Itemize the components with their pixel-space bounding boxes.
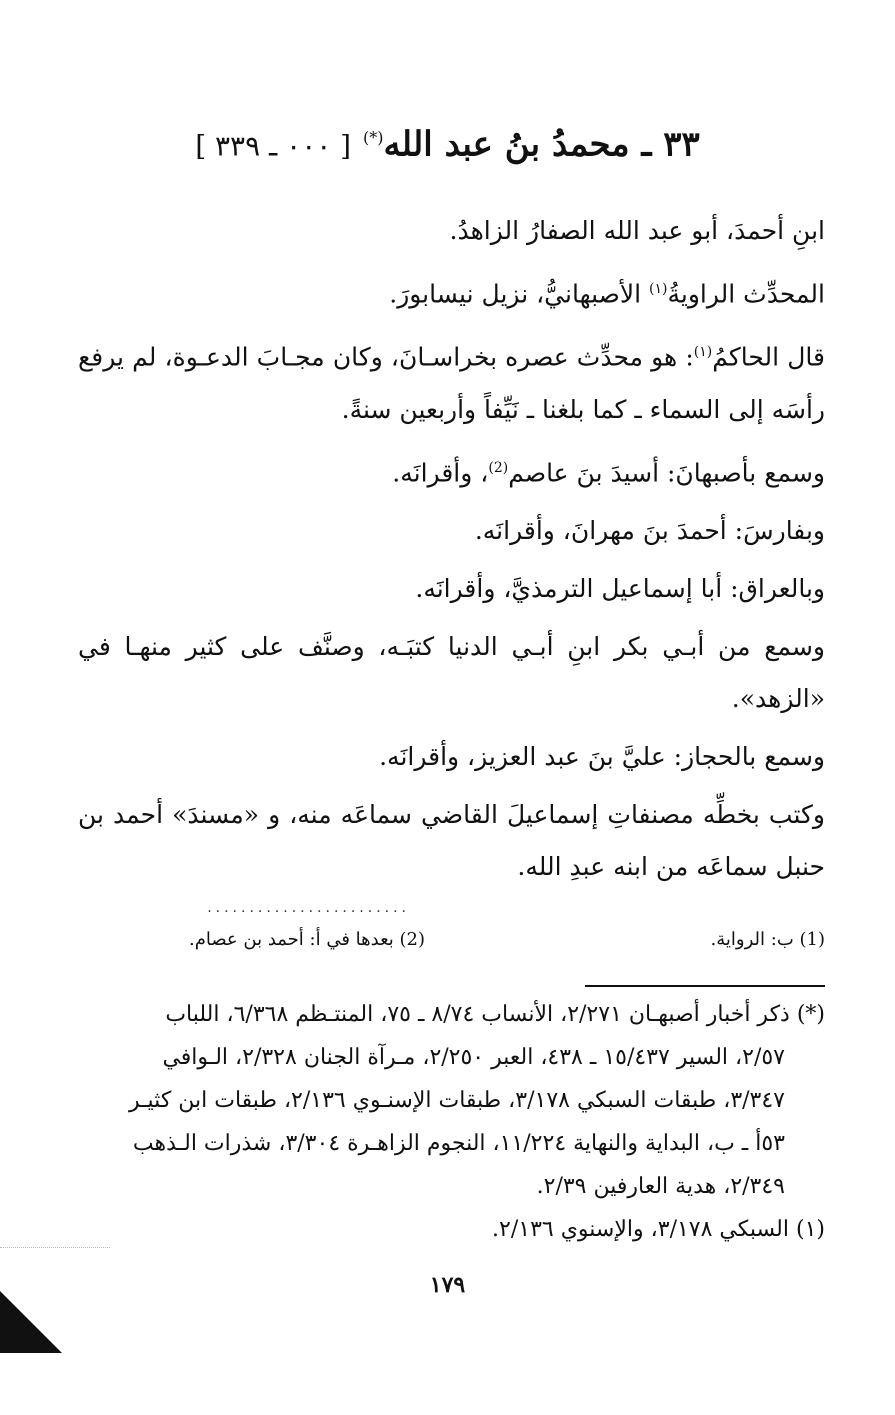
source-line: ٣/٣٤٧، طبقات السبكي ٣/١٧٨، طبقات الإسنـوي ٢/١٣٦، طبقات ابن كثيـر [128,1088,785,1113]
paragraph-isfahan [78,442,825,499]
footnote-2: (2) بعدها في أ: أحمد بن عصام. [188,929,425,950]
text-run: قال الحاكمُ [712,342,825,372]
sources-notes [78,993,825,1251]
footnote-separator: ........................ [207,900,410,912]
text-run: ، وأقرانَه. [392,457,489,487]
paragraph-hakim [78,326,825,435]
source-line: (*) ذكر أخبار أصبهـان ٢/٢٧١، الأنساب ٨/٧٤ ـ ٧٥، المنتـظم ٦/٣٦٨، اللباب [165,1002,825,1027]
source-note-1: (١) السبكي ٣/١٧٨، والإسنوي ٢/١٣٦. [492,1217,825,1242]
paragraph-fars: وبفارسَ: أحمدَ بنَ مهرانَ، وأقرانَه. [474,515,825,545]
scan-artifact-line [0,1247,110,1248]
paragraph-iraq: وبالعراق: أبا إسماعيل الترمذيَّ، وأقرانَه. [415,573,825,603]
biography-body [78,205,825,899]
sources-divider [585,985,825,987]
paragraph-ibn-abi-dunya: وسمع من أبـي بكر ابنِ أبـي الدنيا كتبَـه، وصنَّف على كثير منهـا في «الزهد». [78,631,825,713]
text-run: الأصبهانيُّ، نزيل نيسابورَ. [389,279,650,309]
biography-heading [80,118,815,166]
heading-marker: (*) [362,128,384,147]
paragraph-description [78,263,825,320]
footnote-ref: (١) [649,281,668,297]
text-run: المحدِّث الراويةُ [667,279,825,309]
heading-name: ٣٣ ـ محمدُ بنُ عبد الله [383,124,700,165]
text-run: وسمع بأصبهانَ: أسيدَ بنَ عاصم [508,457,825,487]
source-line: ٢/٥٧، السير ١٥/٤٣٧ ـ ٤٣٨، العبر ٢/٢٥٠، مـرآة الجنان ٢/٣٢٨، الـوافي [162,1045,785,1070]
paragraph-writings: وكتب بخطِّه مصنفاتِ إسماعيلَ القاضي سماعَه منه، و «مسندَ» أحمد بن حنبل سماعَه من ابنه عبدِ الله. [78,799,826,881]
source-line: ٥٣أ ـ ب، البداية والنهاية ١١/٢٢٤، النجوم الزاهـرة ٣/٣٠٤، شذرات الـذهب [132,1131,785,1156]
text-run: : هو محدِّث عصره بخراسـانَ، وكان مجـابَ الدعـوة، لم يرفع رأسَه إلى السماء ـ كما بلغنا ـ نَيِّفاً وأربعين سنةً. [78,342,825,424]
heading-dates: [ ٠٠٠ ـ ٣٣٩ ] [195,129,352,163]
paragraph-lineage: ابنِ أحمدَ، أبو عبد الله الصفارُ الزاهدُ. [449,216,825,245]
paragraph-hijaz: وسمع بالحجاز: عليَّ بنَ عبد العزيز، وأقرانَه. [379,741,825,771]
footnote-1: (1) ب: الرواية. [710,929,825,950]
source-line: ٢/٣٤٩، هدية العارفين ٢/٣٩. [536,1174,785,1199]
footnote-ref: (2) [488,459,509,476]
page-number: ١٧٩ [429,1272,466,1298]
footnote-ref: (١) [693,344,713,361]
page-corner-triangle-icon [0,1291,62,1353]
